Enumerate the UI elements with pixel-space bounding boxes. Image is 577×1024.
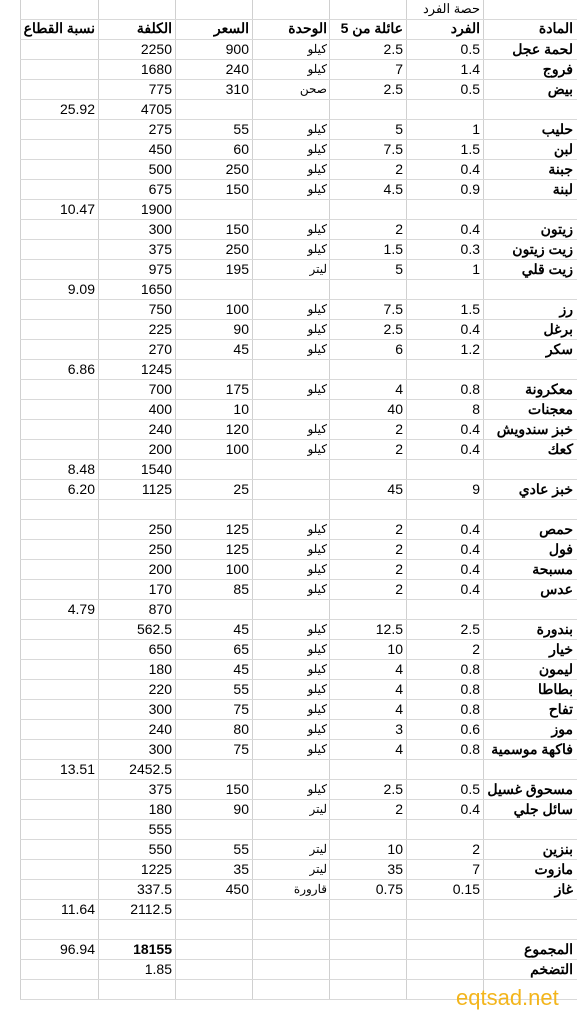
per-person-share-header: حصة الفرد [422, 1, 480, 16]
cell-unit[interactable]: كيلو [307, 442, 327, 456]
cell-material[interactable]: كعك [547, 441, 573, 457]
cell-individual[interactable]: 1 [472, 121, 480, 137]
cell-cost[interactable]: 2112.5 [130, 901, 172, 917]
cell-material[interactable]: فول [548, 541, 573, 557]
cell-family[interactable]: 5 [395, 121, 403, 137]
cell-price[interactable]: 65 [233, 641, 249, 657]
cell-cost[interactable]: 200 [148, 561, 172, 577]
cell-cost[interactable]: 337.5 [136, 881, 172, 897]
cell-cost[interactable]: 975 [148, 261, 172, 277]
cell-material[interactable]: المجموع [524, 941, 573, 957]
cell-price[interactable]: 150 [225, 181, 249, 197]
cell-material[interactable]: فاكهة موسمية [491, 741, 573, 757]
cell-family[interactable]: 2.5 [383, 81, 403, 97]
cell-ratio[interactable]: 6.20 [67, 481, 95, 497]
cell-price[interactable]: 90 [233, 321, 249, 337]
cell-cost[interactable]: 550 [148, 841, 172, 857]
cell-material[interactable]: حمص [539, 521, 573, 537]
cell-cost[interactable]: 2452.5 [129, 761, 172, 777]
cell-price[interactable]: 80 [233, 721, 249, 737]
cell-price[interactable]: 45 [233, 341, 249, 357]
grid-row-line [20, 499, 577, 500]
cell-unit[interactable]: كيلو [307, 122, 327, 136]
cell-individual[interactable]: 0.8 [460, 381, 480, 397]
cell-material[interactable]: موز [551, 721, 573, 737]
cell-family[interactable]: 4 [395, 681, 403, 697]
cell-individual[interactable]: 9 [472, 481, 480, 497]
cell-material[interactable]: معجنات [528, 401, 573, 417]
cell-material[interactable]: مسحوق غسيل [487, 781, 573, 797]
cell-cost[interactable]: 1900 [140, 201, 172, 217]
cell-family[interactable]: 40 [387, 401, 403, 417]
cell-material[interactable]: سائل جلي [513, 801, 573, 817]
cell-material[interactable]: معكرونة [525, 381, 573, 397]
cell-family[interactable]: 4 [395, 661, 403, 677]
cell-individual[interactable]: 1.5 [460, 141, 480, 157]
cell-price[interactable]: 175 [225, 381, 249, 397]
cell-unit[interactable]: كيلو [307, 322, 327, 336]
cell-cost[interactable]: 375 [148, 241, 172, 257]
cell-family[interactable]: 4 [395, 741, 403, 757]
cell-family[interactable]: 2 [395, 161, 403, 177]
cell-cost[interactable]: 700 [148, 381, 172, 397]
cell-material[interactable]: جبنة [548, 161, 573, 177]
cell-price[interactable]: 250 [225, 241, 249, 257]
cell-individual[interactable]: 0.4 [460, 541, 480, 557]
cell-unit[interactable]: كيلو [307, 702, 327, 716]
cell-unit[interactable]: كيلو [307, 222, 327, 236]
cell-material[interactable]: غاز [554, 881, 573, 897]
cell-family[interactable]: 2.5 [383, 321, 403, 337]
cell-family[interactable]: 12.5 [375, 621, 403, 637]
cell-family[interactable]: 35 [387, 861, 403, 877]
cell-individual[interactable]: 0.5 [460, 81, 480, 97]
cell-ratio[interactable]: 6.86 [67, 361, 95, 377]
cell-material[interactable]: رز [559, 301, 573, 317]
cell-price[interactable]: 25 [233, 481, 249, 497]
header-individual[interactable]: الفرد [450, 20, 480, 36]
cell-cost[interactable]: 450 [148, 141, 172, 157]
cell-material[interactable]: خيار [549, 641, 573, 657]
cell-cost[interactable]: 300 [148, 741, 172, 757]
cell-material[interactable]: سكر [545, 341, 573, 357]
cell-individual[interactable]: 0.4 [460, 801, 480, 817]
cell-material[interactable]: لبنة [552, 181, 573, 197]
watermark-text: eqtsad.net [456, 985, 559, 1010]
cell-unit[interactable]: كيلو [307, 422, 327, 436]
cell-unit[interactable]: كيلو [307, 242, 327, 256]
cell-cost[interactable]: 4705 [140, 101, 172, 117]
cell-individual[interactable]: 0.6 [460, 721, 480, 737]
cell-individual[interactable]: 0.4 [460, 321, 480, 337]
cell-unit[interactable]: كيلو [307, 782, 327, 796]
cell-cost[interactable]: 275 [148, 121, 172, 137]
cell-family[interactable]: 10 [387, 641, 403, 657]
cell-individual[interactable]: 8 [472, 401, 480, 417]
cell-cost[interactable]: 180 [148, 661, 172, 677]
cell-cost[interactable]: 1540 [140, 461, 172, 477]
cell-material[interactable]: حليب [541, 121, 573, 137]
cell-price[interactable]: 45 [233, 621, 249, 637]
cell-family[interactable]: 4.5 [383, 181, 403, 197]
cell-cost[interactable]: 1650 [140, 281, 172, 297]
cell-price[interactable]: 60 [233, 141, 249, 157]
cell-cost[interactable]: 180 [148, 801, 172, 817]
cell-material[interactable]: مسبحة [532, 561, 573, 577]
cell-individual[interactable]: 1.2 [460, 341, 480, 357]
header-material[interactable]: المادة [538, 20, 573, 36]
cell-individual[interactable]: 0.15 [452, 881, 480, 897]
cell-price[interactable]: 55 [233, 121, 249, 137]
cell-cost[interactable]: 750 [148, 301, 172, 317]
cell-ratio[interactable]: 8.48 [67, 461, 95, 477]
cell-material[interactable]: فروج [542, 61, 573, 77]
cell-material[interactable]: بطاطا [537, 681, 573, 697]
cell-individual[interactable]: 1 [472, 261, 480, 277]
cell-cost[interactable]: 300 [148, 221, 172, 237]
cell-family[interactable]: 5 [395, 261, 403, 277]
header-price[interactable]: السعر [213, 20, 249, 36]
cell-material[interactable]: بندورة [536, 621, 573, 637]
header-family[interactable]: عائلة من 5 [340, 20, 403, 36]
cell-unit[interactable]: كيلو [307, 142, 327, 156]
cell-ratio[interactable]: 13.51 [59, 761, 95, 777]
cell-family[interactable]: 4 [395, 701, 403, 717]
cell-price[interactable]: 125 [225, 541, 249, 557]
cell-price[interactable]: 150 [225, 781, 249, 797]
cell-ratio[interactable]: 9.09 [67, 281, 95, 297]
cell-material[interactable]: زيت قلي [521, 261, 573, 277]
cell-cost[interactable]: 375 [148, 781, 172, 797]
cell-price[interactable]: 310 [225, 81, 249, 97]
cell-unit[interactable]: كيلو [307, 522, 327, 536]
cell-ratio[interactable]: 25.92 [59, 101, 95, 117]
cell-family[interactable]: 45 [387, 481, 403, 497]
cell-family[interactable]: 2 [395, 801, 403, 817]
cell-price[interactable]: 55 [233, 681, 249, 697]
cell-cost[interactable]: 400 [148, 401, 172, 417]
cell-cost[interactable]: 250 [148, 521, 172, 537]
cell-individual[interactable]: 0.8 [460, 701, 480, 717]
cell-ratio[interactable]: 96.94 [59, 941, 95, 957]
cell-material[interactable]: لبن [553, 141, 573, 157]
cell-family[interactable]: 2.5 [383, 781, 403, 797]
cell-material[interactable]: زيت زيتون [512, 241, 573, 257]
cell-individual[interactable]: 0.5 [460, 41, 480, 57]
cell-unit[interactable]: ليتر [309, 862, 327, 876]
cell-individual[interactable]: 0.8 [460, 661, 480, 677]
cell-cost[interactable]: 270 [148, 341, 172, 357]
cell-price[interactable]: 75 [233, 701, 249, 717]
cell-material[interactable]: لحمة عجل [512, 41, 573, 57]
cell-cost[interactable]: 650 [148, 641, 172, 657]
cell-family[interactable]: 10 [387, 841, 403, 857]
cell-individual[interactable]: 1.5 [460, 301, 480, 317]
cell-unit[interactable]: كيلو [307, 342, 327, 356]
cell-individual[interactable]: 0.9 [460, 181, 480, 197]
cell-unit[interactable]: كيلو [307, 542, 327, 556]
cell-material[interactable]: تفاح [548, 701, 573, 717]
cell-price[interactable]: 90 [233, 801, 249, 817]
cell-price[interactable]: 10 [233, 401, 249, 417]
cell-unit[interactable]: كيلو [307, 562, 327, 576]
cell-price[interactable]: 250 [225, 161, 249, 177]
cell-cost[interactable]: 250 [148, 541, 172, 557]
cell-family[interactable]: 7.5 [383, 301, 403, 317]
cell-individual[interactable]: 0.3 [460, 241, 480, 257]
cell-individual[interactable]: 0.4 [460, 561, 480, 577]
cell-cost[interactable]: 675 [148, 181, 172, 197]
cell-cost[interactable]: 555 [148, 821, 172, 837]
cell-cost[interactable]: 500 [148, 161, 172, 177]
cell-price[interactable]: 150 [225, 221, 249, 237]
cell-cost[interactable]: 870 [148, 601, 172, 617]
cell-family[interactable]: 7 [395, 61, 403, 77]
cell-cost[interactable]: 300 [148, 701, 172, 717]
cell-ratio[interactable]: 4.79 [67, 601, 95, 617]
cell-cost[interactable]: 200 [148, 441, 172, 457]
cell-cost[interactable]: 220 [148, 681, 172, 697]
cell-individual[interactable]: 0.4 [460, 221, 480, 237]
cell-unit[interactable]: قارورة [293, 882, 327, 896]
header-cost[interactable]: الكلفة [136, 20, 172, 36]
cell-family[interactable]: 6 [395, 341, 403, 357]
cell-material[interactable]: بنزين [542, 841, 573, 857]
cell-family[interactable]: 2 [395, 421, 403, 437]
cell-family[interactable]: 3 [395, 721, 403, 737]
cell-cost[interactable]: 2250 [140, 41, 172, 57]
cell-price[interactable]: 240 [225, 61, 249, 77]
cell-family[interactable]: 2 [395, 561, 403, 577]
cell-family[interactable]: 2 [395, 221, 403, 237]
cell-price[interactable]: 900 [225, 41, 249, 57]
cell-material[interactable]: برغل [543, 321, 573, 337]
cell-individual[interactable]: 0.4 [460, 521, 480, 537]
cell-family[interactable]: 0.75 [375, 881, 403, 897]
cell-family[interactable]: 2 [395, 441, 403, 457]
cell-family[interactable]: 7.5 [383, 141, 403, 157]
cell-unit[interactable]: كيلو [307, 42, 327, 56]
cell-unit[interactable]: كيلو [307, 722, 327, 736]
cell-material[interactable]: خبز عادي [518, 481, 573, 497]
cell-unit[interactable]: كيلو [307, 662, 327, 676]
cell-individual[interactable]: 0.4 [460, 581, 480, 597]
grid-column-line [20, 0, 21, 1000]
cell-price[interactable]: 100 [225, 301, 249, 317]
cell-unit[interactable]: كيلو [307, 162, 327, 176]
cell-unit[interactable]: كيلو [307, 742, 327, 756]
cell-unit[interactable]: كيلو [307, 62, 327, 76]
cell-unit[interactable]: صحن [299, 82, 327, 96]
cell-unit[interactable]: ليتر [309, 842, 327, 856]
cell-cost[interactable]: 1125 [141, 481, 172, 497]
cell-family[interactable]: 2.5 [383, 41, 403, 57]
cell-material[interactable]: زيتون [540, 221, 573, 237]
cell-cost[interactable]: 18155 [133, 941, 172, 957]
cell-price[interactable]: 450 [225, 881, 249, 897]
cell-cost[interactable]: 170 [148, 581, 172, 597]
cell-unit[interactable]: كيلو [307, 182, 327, 196]
cell-family[interactable]: 2 [395, 521, 403, 537]
cell-family[interactable]: 4 [395, 381, 403, 397]
cell-material[interactable]: مازوت [534, 861, 573, 877]
cell-individual[interactable]: 1.4 [460, 61, 480, 77]
cell-cost[interactable]: 240 [148, 421, 172, 437]
cell-individual[interactable]: 0.4 [460, 441, 480, 457]
cell-cost[interactable]: 1245 [140, 361, 172, 377]
cell-unit[interactable]: كيلو [307, 682, 327, 696]
cell-cost[interactable]: 225 [148, 321, 172, 337]
cell-price[interactable]: 120 [225, 421, 249, 437]
cell-individual[interactable]: 2 [472, 841, 480, 857]
cell-ratio[interactable]: 11.64 [61, 901, 95, 917]
cell-individual[interactable]: 0.5 [460, 781, 480, 797]
grid-row-line [20, 919, 577, 920]
cell-unit[interactable]: كيلو [307, 302, 327, 316]
cell-cost[interactable]: 775 [148, 81, 172, 97]
cell-cost[interactable]: 1680 [140, 61, 172, 77]
cell-family[interactable]: 2 [395, 541, 403, 557]
cell-individual[interactable]: 0.4 [460, 421, 480, 437]
header-ratio[interactable]: نسبة القطاع [23, 20, 95, 36]
cell-cost[interactable]: 1.85 [144, 961, 172, 977]
header-unit[interactable]: الوحدة [288, 20, 327, 36]
cell-individual[interactable]: 0.8 [460, 681, 480, 697]
cell-cost[interactable]: 1225 [140, 861, 172, 877]
cell-price[interactable]: 35 [233, 861, 249, 877]
grid-row-line [20, 979, 577, 980]
cell-individual[interactable]: 0.4 [460, 161, 480, 177]
cell-price[interactable]: 75 [233, 741, 249, 757]
cell-unit[interactable]: كيلو [307, 622, 327, 636]
cell-material[interactable]: عدس [540, 581, 573, 597]
cell-unit[interactable]: ليتر [309, 262, 327, 276]
cell-material[interactable]: التضخم [530, 961, 573, 977]
cell-price[interactable]: 100 [225, 561, 249, 577]
cell-material[interactable]: بيض [547, 81, 573, 97]
cell-material[interactable]: ليمون [538, 661, 573, 677]
cell-ratio[interactable]: 10.47 [59, 201, 95, 217]
cell-individual[interactable]: 7 [472, 861, 480, 877]
cell-unit[interactable]: كيلو [307, 382, 327, 396]
cell-family[interactable]: 2 [395, 581, 403, 597]
cell-cost[interactable]: 562.5 [136, 621, 172, 637]
cell-unit[interactable]: ليتر [309, 802, 327, 816]
cell-price[interactable]: 55 [233, 841, 249, 857]
cell-individual[interactable]: 0.8 [460, 741, 480, 757]
cell-price[interactable]: 125 [225, 521, 249, 537]
cell-family[interactable]: 1.5 [383, 241, 403, 257]
cell-cost[interactable]: 240 [148, 721, 172, 737]
cell-unit[interactable]: كيلو [307, 642, 327, 656]
cell-price[interactable]: 100 [225, 441, 249, 457]
cell-price[interactable]: 195 [225, 261, 249, 277]
cell-material[interactable]: خبز سندويش [496, 421, 573, 437]
cell-price[interactable]: 85 [233, 581, 249, 597]
cell-unit[interactable]: كيلو [307, 582, 327, 596]
cell-price[interactable]: 45 [233, 661, 249, 677]
cell-individual[interactable]: 2.5 [460, 621, 480, 637]
cell-individual[interactable]: 2 [472, 641, 480, 657]
